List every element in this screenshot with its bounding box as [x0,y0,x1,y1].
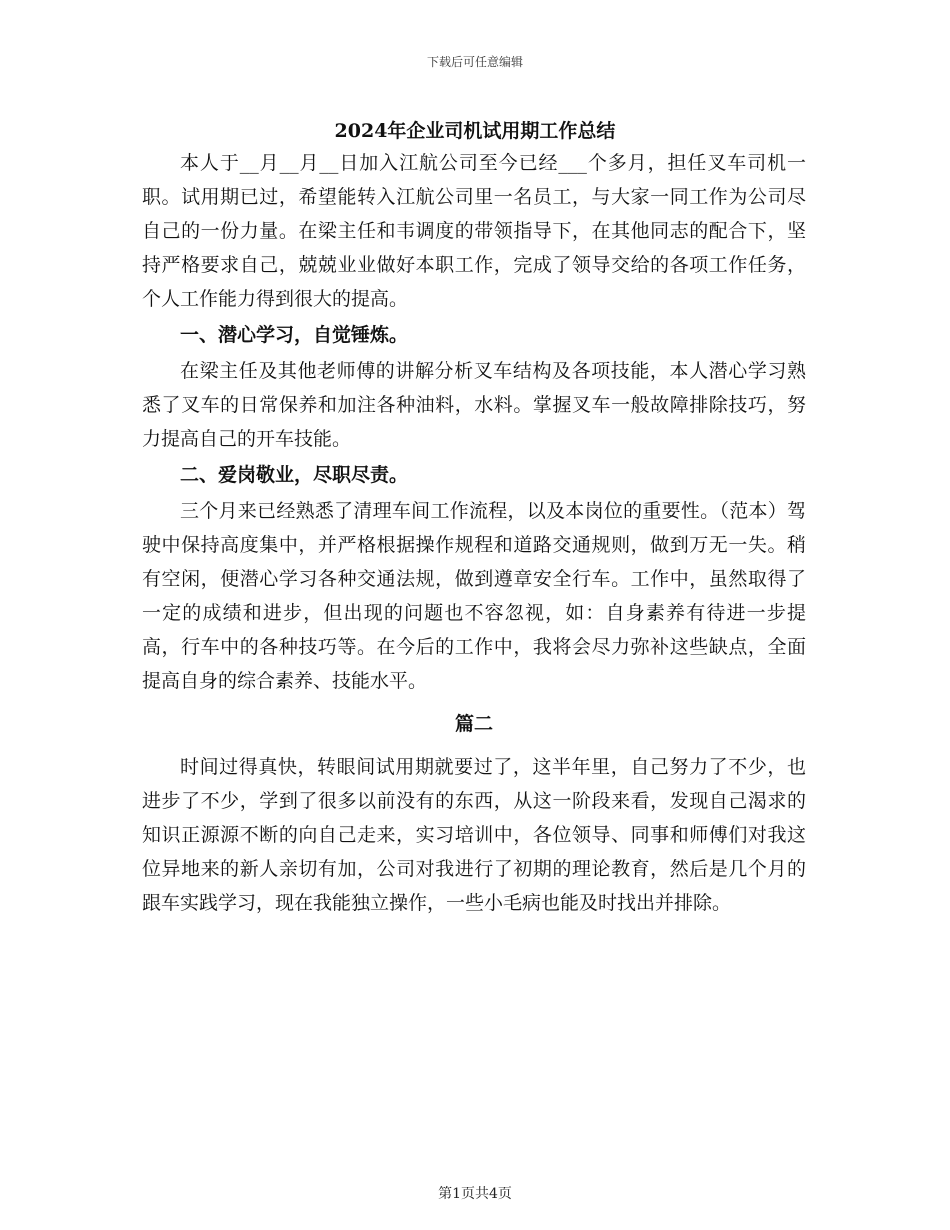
part2-paragraph: 时间过得真快，转眼间试用期就要过了，这半年里，自己努力了不少，也进步了不少，学到了很多以前没有的东西，从这一阶段来看，发现自己渴求的知识正源源不断的向自己走来，实习培训中，各位领导、同事和师傅们对我这位异地来的新人亲切有加，公司对我进行了初期的理论教育，然后是几个月的跟车实践学习，现在我能独立操作，一些小毛病也能及时找出并排除。 [142,756,806,914]
intro-paragraph: 本人于__月__月__日加入江航公司至今已经___个多月，担任叉车司机一职。试用期已过，希望能转入江航公司里一名员工，与大家一同工作为公司尽自己的一份力量。在梁主任和韦调度的带领指导下，在其他同志的配合下，坚持严格要求自己，兢兢业业做好本职工作，完成了领导交给的各项工作任务，个人工作能力得到很大的提高。 [142,152,806,310]
section2-paragraph: 三个月来已经熟悉了清理车间工作流程，以及本岗位的重要性。（范本）驾驶中保持高度集中，并严格根据操作规程和道路交通规则，做到万无一失。稍有空闲，便潜心学习各种交通法规，做到遵章安全行车。工作中，虽然取得了一定的成绩和进步，但出现的问题也不容忽视，如：自身素养有待进一步提高，行车中的各种技巧等。在今后的工作中，我将会尽力弥补这些缺点，全面提高自身的综合素养、技能水平。 [142,500,806,692]
section1-heading: 一、潜心学习，自觉锤炼。 [180,324,409,346]
document-body [142,146,806,920]
document-title: 2024年企业司机试用期工作总结 [334,120,616,142]
page-footer: 第1页共4页 [438,1186,512,1202]
header-note: 下载后可任意编辑 [426,55,523,69]
section2-heading: 二、爱岗敬业，尽职尽责。 [180,464,409,486]
section1-paragraph: 在梁主任及其他老师傅的讲解分析叉车结构及各项技能，本人潜心学习熟悉了叉车的日常保养和加注各种油料，水料。掌握叉车一般故障排除技巧，努力提高自己的开车技能。 [142,360,806,450]
part2-heading: 篇二 [454,713,493,735]
